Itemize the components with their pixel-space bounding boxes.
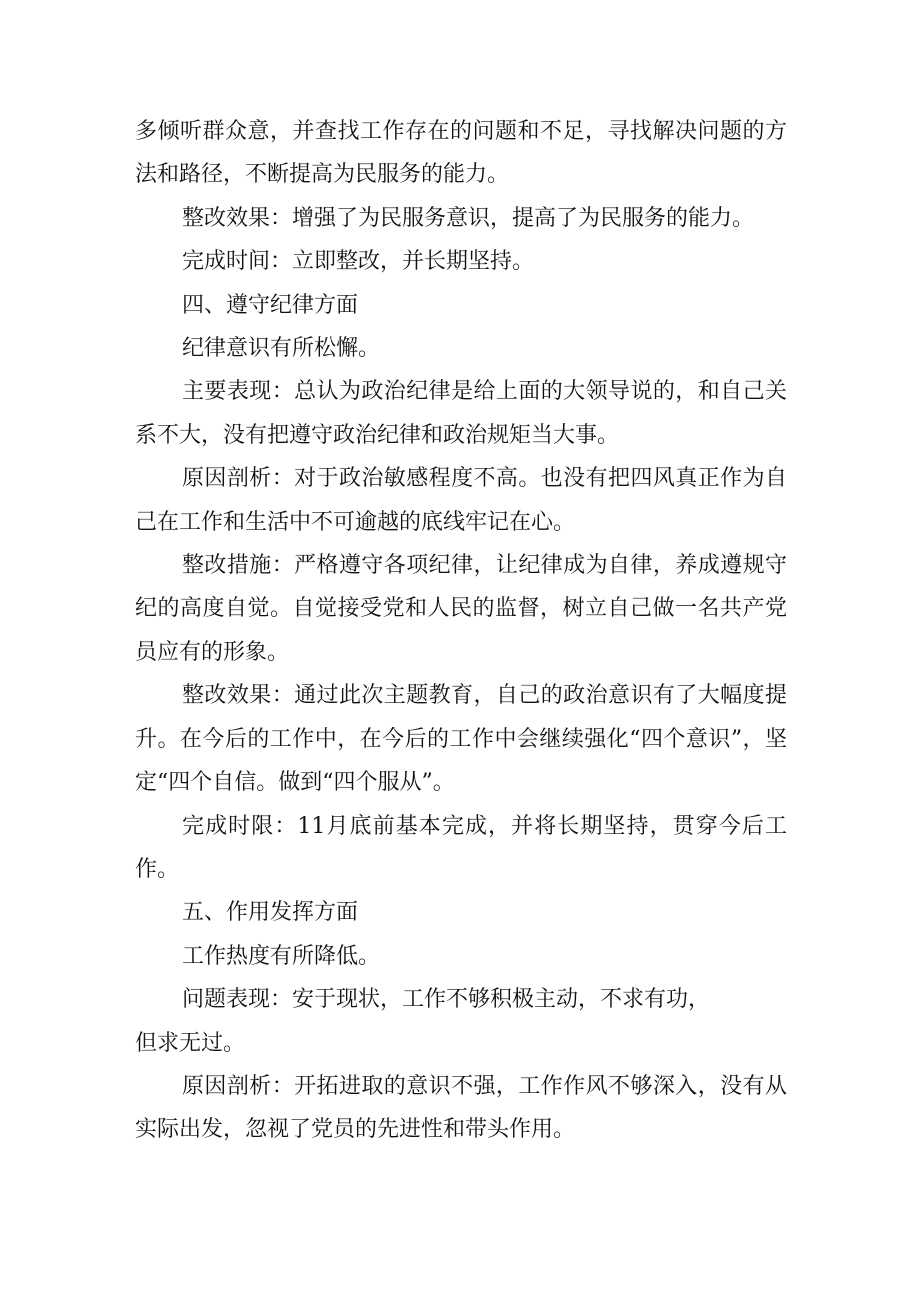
section-heading-discipline: 四、遵守纪律方面 [182, 292, 359, 318]
paragraph-cause-analysis-2: 原因剖析：开拓进取的意识不强，工作作风不够深入，没有从实际出发，忽视了党员的先进性和带头作用。 [135, 1073, 787, 1143]
paragraph-rectification-effect: 整改效果：增强了为民服务意识，提高了为民服务的能力。 [182, 205, 755, 231]
paragraph-continuation: 多倾听群众意，并查找工作存在的问题和不足，寻找解决问题的方法和路径，不断提高为民服务的能力。 [135, 119, 787, 188]
paragraph-completion-time: 完成时间：立即整改，并长期坚持。 [182, 249, 535, 275]
paragraph-problem-performance: 问题表现：安于现状，工作不够积极主动，不求有功， [182, 987, 711, 1013]
document-body [135, 110, 787, 1152]
paragraph-cause-analysis: 原因剖析：对于政治敏感程度不高。也没有把四风真正作为自己在工作和生活中不可逾越的底线牢记在心。 [135, 466, 787, 535]
paragraph-rectification-measures: 整改措施：严格遵守各项纪律，让纪律成为自律，养成遵规守纪的高度自觉。自觉接受党和人民的监督，树立自己做一名共产党员应有的形象。 [135, 553, 787, 665]
paragraph-main-performance: 主要表现：总认为政治纪律是给上面的大领导说的，和自己关系不大，没有把遵守政治纪律和政治规矩当大事。 [135, 379, 787, 448]
paragraph-issue-summary: 纪律意识有所松懈。 [182, 336, 381, 362]
paragraph-completion-deadline: 完成时限：11月底前基本完成，并将长期坚持，贯穿今后工作。 [135, 813, 787, 882]
paragraph-rectification-effect-2: 整改效果：通过此次主题教育，自己的政治意识有了大幅度提升。在今后的工作中，在今后的工作中会继续强化“四个意识”，坚定“四个自信。做到“四个服从”。 [135, 683, 787, 796]
section-heading-role: 五、作用发挥方面 [182, 900, 359, 926]
paragraph-issue-summary-2: 工作热度有所降低。 [182, 943, 381, 969]
paragraph-problem-performance-cont: 但求无过。 [135, 1030, 246, 1056]
